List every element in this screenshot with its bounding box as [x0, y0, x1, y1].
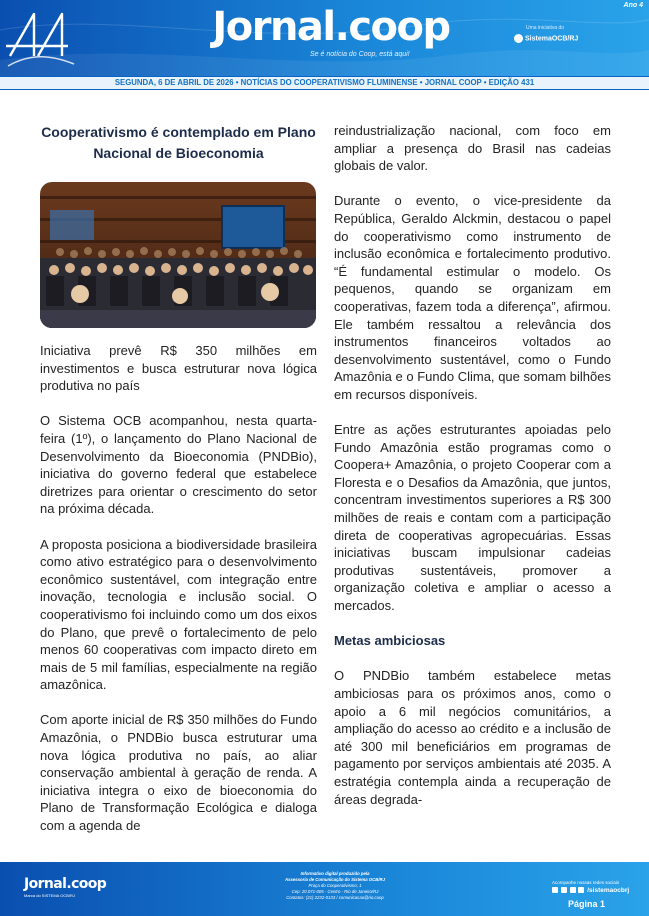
right-column — [334, 122, 611, 826]
social-links — [552, 887, 629, 894]
dateline-bar: SEGUNDA, 6 DE ABRIL DE 2026 • NOTÍCIAS DO COOPERATIVISMO FLUMINENSE • JORNAL COOP • EDIÇÃO 431 — [0, 76, 649, 90]
initiative-label: Uma iniciativa do — [526, 25, 565, 31]
footer-logo-sub: Marca do SISTEMA OCB/RJ — [24, 893, 75, 898]
article-title: Cooperativismo é contemplado em Plano Nacional de Bioeconomia — [41, 124, 316, 161]
youtube-icon[interactable] — [578, 887, 584, 893]
footer — [0, 862, 649, 916]
conference-photo — [40, 182, 316, 328]
paragraph-4: Durante o evento, o vice-presidente da República, Geraldo Alckmin, destacou o papel do cooperativismo como instrumento de inclusão econômica e fortalecimento produtivo. “É fundamental estimular o modelo. Os pequenos, quando se organizam em cooperativas, fazem toda a diferença”, afirmou. Ele também ressaltou a relevância dos instrumentos financeiros voltados ao desenvolvimento sustentável, como o Fundo Amazônia e o Fundo Clima, que somam bilhões em recursos disponíveis. — [334, 193, 611, 402]
footer-info-line: Praça do Cooperativismo, 1 — [308, 883, 362, 888]
facebook-icon[interactable] — [552, 887, 558, 893]
page-number: Página 1 — [568, 899, 606, 909]
newspaper-title: Jornal.coop — [212, 4, 450, 50]
footer-logo: Jornal.coop — [24, 876, 107, 892]
year-tag: Ano 4 — [623, 2, 643, 9]
social-handle[interactable]: /sistemaocbrj — [587, 887, 630, 894]
article-lead: Iniciativa prevê R$ 350 milhões em investimentos e busca estruturar nova lógica produtiva no país — [40, 343, 317, 394]
paragraph-2: A proposta posiciona a biodiversidade brasileira como ativo estratégico para o desenvolvimento econômico sustentável, com integração entre inovação, tecnologia e inclusão social. O cooperativismo foi incluindo como um dos eixos do Plano, que prevê o fortalecimento de pelo menos 60 cooperativas com impacto direto em mais de 5 mil famílias, especialmente na região amazônica. — [40, 536, 317, 693]
initiative-org-name: SistemaOCB/RJ — [525, 35, 579, 43]
footer-info-line: Assessoria de Comunicação do Sistema OCB/RJ — [284, 877, 386, 882]
paragraph-6: O PNDBio também estabelece metas ambiciosas para os próximos anos, como o apoio a 6 mil negócios comunitários, a ampliação do acesso ao crédito e a inclusão de até 300 mil beneficiários em programas de pagamento por serviços ambientais até 2035. A estratégia contempla ainda a recuperação de áreas degrada- — [334, 668, 611, 807]
paragraph-3: Com aporte inicial de R$ 350 milhões do Fundo Amazônia, o PNDBio busca estruturar uma nova lógica produtiva no país, ao aliar conservação ambiental à geração de renda. A iniciativa integra o eixo de bioeconomia do Plano de Transformação Ecológica e dialoga com a agenda de — [40, 712, 317, 834]
ocb-logo-icon — [514, 34, 523, 43]
footer-info-line: Cep: 20.071-005 - Centro - Rio de Janeiro/RJ — [291, 889, 379, 894]
paragraph-3-continued: reindustrialização nacional, com foco em ampliar a presença do Brasil nas cadeias globais de valor. — [334, 123, 611, 174]
newspaper-slogan: Se é notícia do Coop, está aqui! — [310, 51, 410, 58]
paragraph-1: O Sistema OCB acompanhou, nesta quarta-feira (1º), o lançamento do Plano Nacional de Desenvolvimento da Bioeconomia (PNDBio), iniciativa do governo federal que estabelece diretrizes para orientar o crescimento do setor na próxima década. — [40, 413, 317, 517]
footer-info-line: Contatos: (21) 2232-0133 / comunicacao@rio.coop — [286, 895, 384, 900]
instagram-icon[interactable] — [561, 887, 567, 893]
social-label: Acompanhe nossas redes sociais — [552, 880, 620, 885]
footer-info-line: Informativo digital produzido pela — [300, 871, 370, 876]
paragraph-5: Entre as ações estruturantes apoiadas pelo Fundo Amazônia estão programas como o Coopera+ Amazônia, o projeto Cooperar com a Floresta e o Desafios da Amazônia, que juntos, concentram investimentos superiores a R$ 300 milhões de reais e contam com a participação direta de cooperativas agropecuárias. Essas iniciativas buscam impulsionar cadeias produtivas sustentáveis, promover a organização coletiva e ampliar o acesso a mercados. — [334, 422, 611, 614]
initiative-org — [514, 34, 578, 43]
subheading: Metas ambiciosas — [334, 633, 446, 649]
anniversary-44-logo-icon — [4, 6, 78, 72]
masthead — [0, 0, 649, 76]
footer-info — [250, 871, 420, 901]
left-column — [40, 122, 317, 852]
linkedin-icon[interactable] — [570, 887, 576, 893]
